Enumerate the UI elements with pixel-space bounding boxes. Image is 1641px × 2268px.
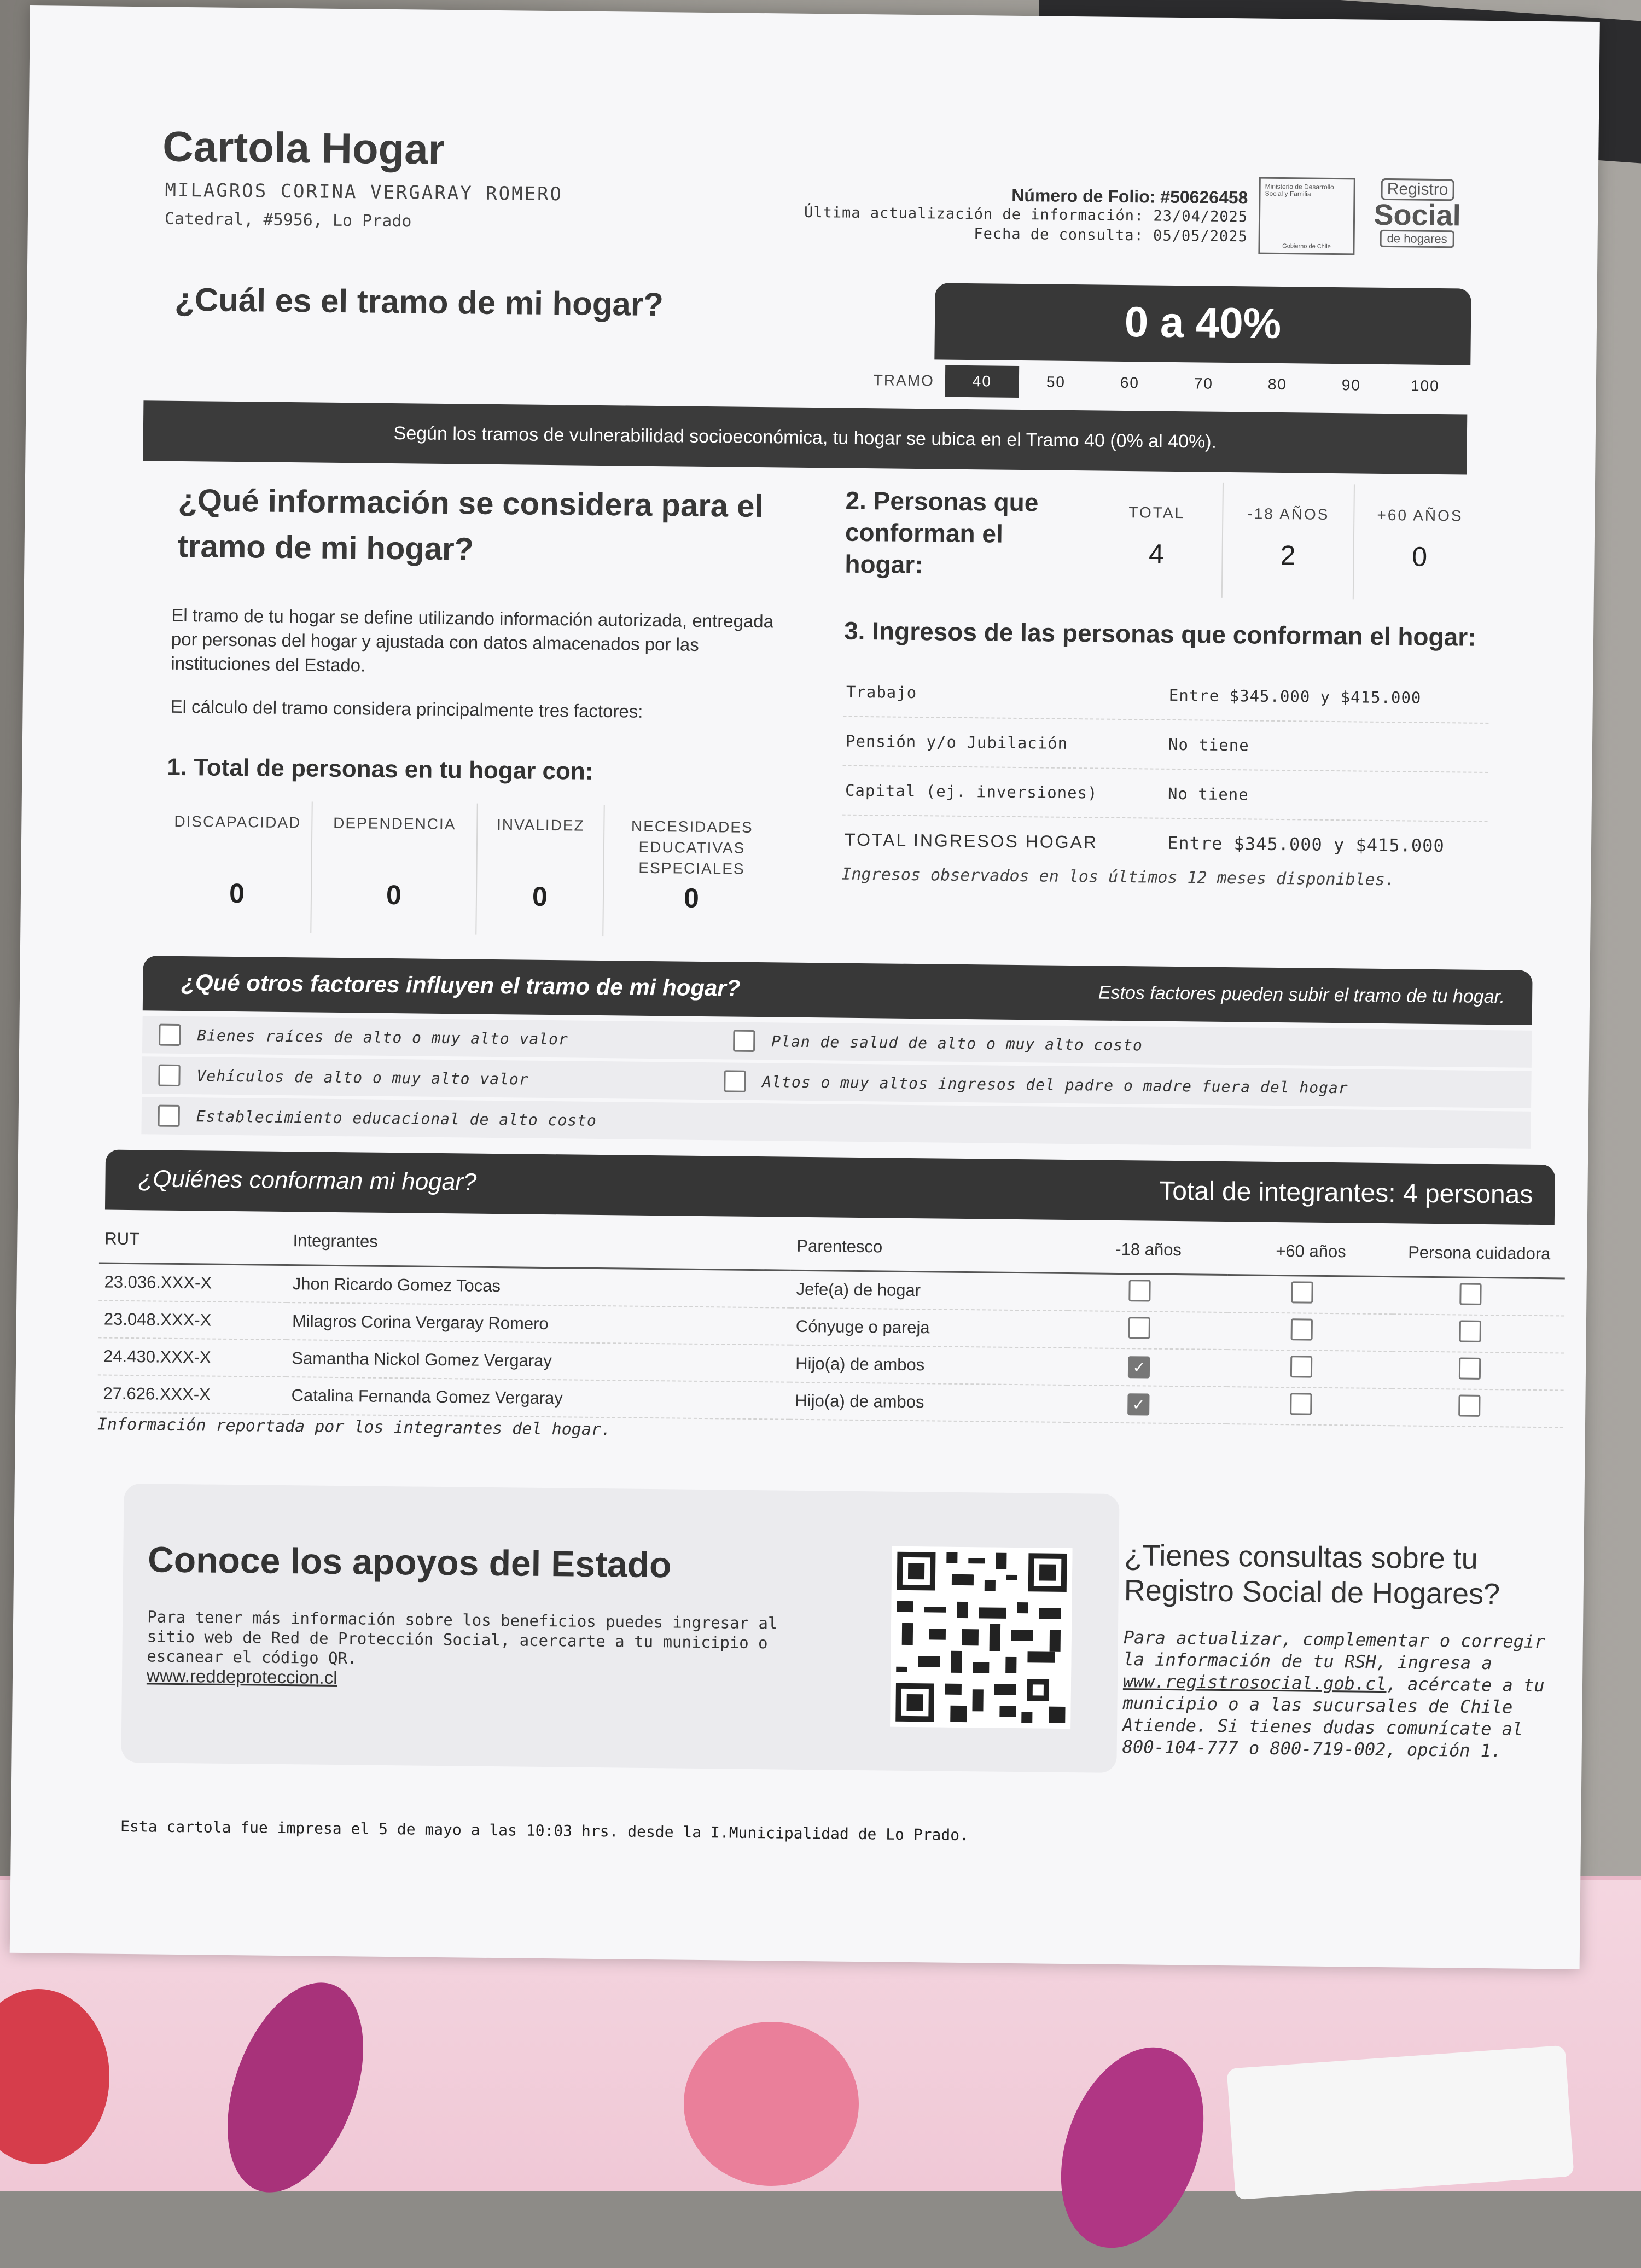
income-row bbox=[843, 668, 1489, 724]
household-heading: ¿Quiénes conforman mi hogar? bbox=[138, 1165, 477, 1196]
factor1-cell bbox=[603, 805, 779, 938]
other-factor-label: Vehículos de alto o muy alto valor bbox=[196, 1066, 529, 1089]
household-table bbox=[97, 1215, 1566, 1428]
other-factor-item bbox=[142, 1104, 979, 1135]
other-factor-item bbox=[142, 1023, 717, 1051]
rsh-logo-line1: Registro bbox=[1381, 178, 1454, 201]
checkbox-icon bbox=[1459, 1320, 1481, 1342]
caregiver-cell bbox=[1392, 1351, 1564, 1390]
checkbox-icon bbox=[1291, 1281, 1313, 1303]
factor2-value: 4 bbox=[1148, 538, 1165, 569]
factor1-label: INVALIDEZ bbox=[496, 816, 585, 834]
member-rut: 27.626.XXX-X bbox=[97, 1375, 286, 1414]
tramo-scale-item: 60 bbox=[1120, 374, 1140, 392]
member-name: Samantha Nickol Gomez Vergaray bbox=[286, 1340, 790, 1382]
member-name: Milagros Corina Vergaray Romero bbox=[287, 1302, 791, 1345]
folio-meta bbox=[712, 182, 1248, 247]
tramo-value: 0 a 40% bbox=[1124, 297, 1282, 347]
contact-link[interactable]: www.registrosocial.gob.cl bbox=[1122, 1671, 1387, 1695]
support-text bbox=[147, 1607, 820, 1693]
checkbox-icon bbox=[1129, 1280, 1151, 1301]
caregiver-cell bbox=[1393, 1277, 1565, 1316]
household-total: Total de integrantes: 4 personas bbox=[1159, 1176, 1533, 1209]
query-date: Fecha de consulta: 05/05/2025 bbox=[974, 225, 1248, 246]
factor1-value: 0 bbox=[229, 877, 245, 909]
member-relation: Hijo(a) de ambos bbox=[789, 1382, 1067, 1422]
income-total-value: Entre $345.000 y $415.000 bbox=[1167, 832, 1445, 857]
factor1-label: DISCAPACIDAD bbox=[174, 812, 301, 831]
column-header: RUT bbox=[99, 1215, 288, 1265]
factor1-table bbox=[162, 800, 820, 939]
factor1-cell bbox=[311, 801, 478, 934]
other-factor-label: Establecimiento educacional de alto costo bbox=[196, 1107, 597, 1130]
factor2-cell bbox=[1091, 481, 1223, 597]
member-name: Catalina Fernanda Gomez Vergaray bbox=[286, 1377, 790, 1420]
under18-cell bbox=[1067, 1348, 1227, 1387]
factor2-cell bbox=[1221, 483, 1354, 600]
factor1-heading: 1. Total de personas en tu hogar con: bbox=[167, 753, 593, 785]
decoration-heart bbox=[684, 2022, 859, 2186]
income-label: Trabajo bbox=[846, 682, 917, 702]
column-header: Parentesco bbox=[791, 1223, 1069, 1273]
under18-cell bbox=[1068, 1273, 1228, 1313]
income-note: Ingresos observados en los últimos 12 meses disponibles. bbox=[841, 864, 1395, 890]
checkbox-icon bbox=[1290, 1393, 1312, 1415]
factor1-label: DEPENDENCIA bbox=[333, 814, 456, 833]
factor2-value: 0 bbox=[1412, 541, 1428, 572]
column-header: Persona cuidadora bbox=[1393, 1229, 1566, 1278]
checkbox-icon bbox=[1290, 1356, 1312, 1377]
checkbox-icon bbox=[733, 1030, 755, 1052]
rsh-logo-line3: de hogares bbox=[1380, 230, 1454, 248]
checkbox-icon bbox=[1291, 1318, 1313, 1340]
last-update: Última actualización de información: 23/04/2025 bbox=[804, 203, 1248, 226]
column-header: Integrantes bbox=[287, 1217, 792, 1270]
contact-section bbox=[1122, 1538, 1573, 1763]
column-header: -18 años bbox=[1068, 1225, 1229, 1275]
tramo-scale-item: 50 bbox=[1046, 373, 1066, 391]
factor1-cell bbox=[476, 804, 605, 936]
factor1-value: 0 bbox=[386, 879, 402, 911]
caregiver-cell bbox=[1392, 1388, 1564, 1427]
support-panel bbox=[121, 1484, 1119, 1773]
decoration-unicorn bbox=[1035, 2027, 1229, 2267]
checkbox-icon bbox=[158, 1105, 180, 1127]
tramo-scale-item: 80 bbox=[1267, 375, 1288, 393]
contact-text-start: Para actualizar, complementar o corregir la información de tu RSH, ingresa a bbox=[1123, 1627, 1545, 1674]
support-heading: Conoce los apoyos del Estado bbox=[147, 1539, 672, 1585]
other-factors-heading: ¿Qué otros factores influyen el tramo de mi hogar? bbox=[181, 969, 741, 1001]
factor2-cell bbox=[1353, 484, 1486, 601]
over60-cell bbox=[1227, 1312, 1393, 1351]
checkbox-icon bbox=[1459, 1283, 1481, 1305]
factor1-value: 0 bbox=[683, 882, 700, 914]
folio-number: Número de Folio: #50626458 bbox=[1011, 185, 1248, 208]
rsh-logo-line2: Social bbox=[1374, 198, 1461, 232]
factor1-cell bbox=[162, 800, 312, 933]
support-body: Para tener más información sobre los beneficios puedes ingresar al sitio web de Red de Protección Social, acercarte a tu municipio o escanear el código QR. bbox=[147, 1607, 778, 1668]
tramo-scale-item: 100 bbox=[1410, 377, 1440, 395]
income-value: Entre $345.000 y $415.000 bbox=[1168, 685, 1422, 707]
tramo-scale bbox=[847, 364, 1471, 403]
member-relation: Hijo(a) de ambos bbox=[790, 1345, 1068, 1385]
over60-cell bbox=[1227, 1350, 1392, 1388]
barcode-sticker bbox=[1226, 2045, 1574, 2200]
tramo-scale-item: 70 bbox=[1194, 375, 1214, 392]
other-factors-note: Estos factores pueden subir el tramo de tu hogar. bbox=[1098, 982, 1505, 1008]
document-title: Cartola Hogar bbox=[162, 122, 445, 173]
checked-checkbox-icon: ✓ bbox=[1127, 1393, 1149, 1415]
income-value: No tiene bbox=[1168, 735, 1249, 755]
member-rut: 23.036.XXX-X bbox=[98, 1263, 287, 1302]
cartola-document bbox=[10, 5, 1600, 1969]
factor2-label: TOTAL bbox=[1128, 504, 1185, 522]
decoration-unicorn bbox=[201, 1964, 389, 2211]
income-row bbox=[842, 766, 1488, 822]
info-heading: ¿Qué información se considera para el tramo de mi hogar? bbox=[177, 482, 764, 567]
checkbox-icon bbox=[724, 1070, 746, 1092]
income-label: Pensión y/o Jubilación bbox=[845, 731, 1068, 753]
contact-text bbox=[1122, 1626, 1572, 1763]
checkbox-icon bbox=[158, 1065, 180, 1086]
other-factor-item bbox=[707, 1070, 1532, 1101]
caregiver-cell bbox=[1392, 1314, 1564, 1353]
income-table bbox=[842, 668, 1489, 870]
over60-cell bbox=[1227, 1275, 1393, 1315]
factor2-table bbox=[1091, 481, 1486, 601]
under18-cell bbox=[1067, 1385, 1227, 1424]
member-relation: Jefe(a) de hogar bbox=[790, 1270, 1068, 1311]
decoration-heart bbox=[0, 1989, 109, 2164]
other-factors-list bbox=[141, 1016, 1532, 1152]
print-footer: Esta cartola fue impresa el 5 de mayo a las 10:03 hrs. desde la I.Municipalidad de Lo Prado. bbox=[120, 1817, 969, 1845]
factor3-heading: 3. Ingresos de las personas que conforman el hogar: bbox=[843, 616, 1476, 652]
member-name: Jhon Ricardo Gomez Tocas bbox=[287, 1265, 791, 1308]
owner-name: MILAGROS CORINA VERGARAY ROMERO bbox=[165, 179, 563, 206]
household-header bbox=[105, 1150, 1555, 1225]
other-factors-header bbox=[143, 956, 1533, 1025]
qr-code-icon[interactable] bbox=[890, 1546, 1072, 1729]
other-factor-label: Altos o muy altos ingresos del padre o madre fuera del hogar bbox=[762, 1072, 1348, 1097]
household-note: Información reportada por los integrantes del hogar. bbox=[97, 1415, 612, 1440]
factor2-label: +60 AÑOS bbox=[1377, 506, 1463, 525]
factor1-label: NECESIDADES EDUCATIVAS ESPECIALES bbox=[631, 817, 753, 877]
tramo-scale-item: 90 bbox=[1341, 376, 1361, 394]
other-factor-label: Plan de salud de alto o muy alto costo bbox=[771, 1032, 1143, 1054]
member-rut: 24.430.XXX-X bbox=[98, 1337, 287, 1377]
other-factor-item bbox=[717, 1030, 1291, 1057]
other-factor-item bbox=[142, 1064, 707, 1092]
info-paragraph: El tramo de tu hogar se define utilizando información autorizada, entregada por personas del hogar y ajustada con datos almacenados por las instituciones del Estado. bbox=[171, 604, 774, 676]
rsh-logo bbox=[1363, 178, 1473, 248]
income-row bbox=[843, 717, 1489, 773]
gov-logo-text: Gobierno de Chile bbox=[1282, 242, 1331, 250]
owner-address: Catedral, #5956, Lo Prado bbox=[164, 209, 412, 231]
qr-code-graphic bbox=[890, 1546, 1072, 1729]
checkbox-icon bbox=[1458, 1394, 1480, 1416]
support-link[interactable]: www.reddeproteccion.cl bbox=[146, 1665, 337, 1688]
contact-text-end: , acércate a tu municipio o a las sucursales de Chile Atiende. Si tienes dudas comunícate al 800-104-777 o 800-719-002, opción 1. bbox=[1122, 1673, 1545, 1761]
checkbox-icon bbox=[159, 1024, 181, 1046]
checked-checkbox-icon: ✓ bbox=[1128, 1356, 1150, 1378]
other-factor-label: Bienes raíces de alto o muy alto valor bbox=[197, 1026, 569, 1048]
factor2-value: 2 bbox=[1280, 539, 1296, 571]
tramo-scale-item: 40 bbox=[945, 365, 1020, 398]
checkbox-icon bbox=[1459, 1357, 1481, 1379]
income-label: Capital (ej. inversiones) bbox=[845, 781, 1098, 802]
tramo-scale-label: TRAMO bbox=[873, 371, 935, 389]
member-relation: Cónyuge o pareja bbox=[790, 1308, 1068, 1348]
column-header: +60 años bbox=[1228, 1227, 1394, 1277]
tramo-banner: Según los tramos de vulnerabilidad socioeconómica, tu hogar se ubica en el Tramo 40 (0% al 40%). bbox=[143, 400, 1467, 474]
contact-heading: ¿Tienes consultas sobre tu Registro Social de Hogares? bbox=[1124, 1539, 1500, 1611]
tramo-question: ¿Cuál es el tramo de mi hogar? bbox=[174, 281, 664, 323]
ministry-logo bbox=[1258, 177, 1355, 255]
factor2-heading: 2. Personas que conforman el hogar: bbox=[845, 486, 1039, 579]
factor2-label: -18 AÑOS bbox=[1247, 505, 1330, 523]
income-total-label: TOTAL INGRESOS HOGAR bbox=[844, 829, 1098, 852]
checkbox-icon bbox=[1128, 1317, 1150, 1339]
income-value: No tiene bbox=[1167, 784, 1249, 804]
over60-cell bbox=[1226, 1387, 1392, 1426]
ministry-logo-text: Ministerio de Desarrollo Social y Familia bbox=[1265, 182, 1334, 198]
factor1-value: 0 bbox=[532, 881, 548, 912]
member-rut: 23.048.XXX-X bbox=[98, 1300, 287, 1340]
income-total-row bbox=[842, 816, 1488, 870]
factors-intro: El cálculo del tramo considera principalmente tres factores: bbox=[170, 696, 643, 722]
under18-cell bbox=[1068, 1311, 1228, 1350]
